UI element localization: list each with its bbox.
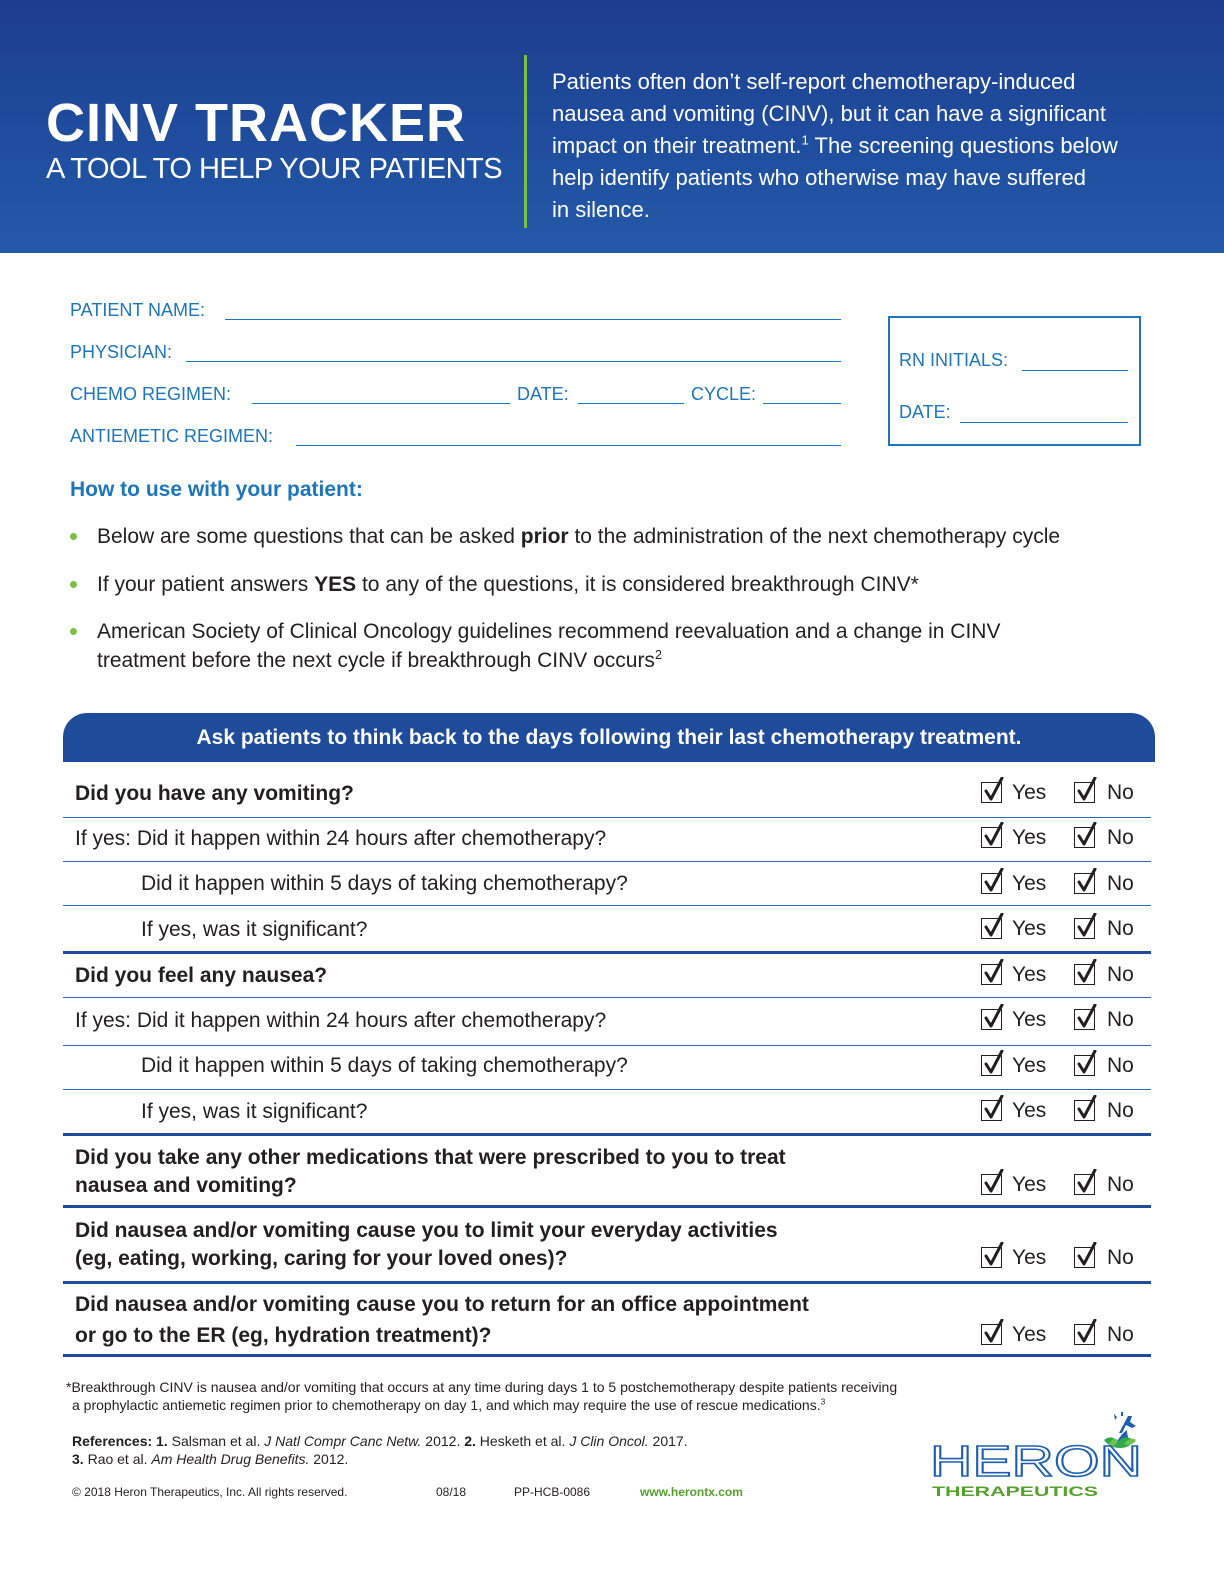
question-limit-activities: Did nausea and/or vomiting cause you to limit your everyday activities (eg, eating, working, caring for your loved ones)? (75, 1219, 778, 1270)
other-medications-no-checkbox[interactable] (1074, 1174, 1095, 1195)
vomiting-significant-no-checkbox[interactable] (1074, 918, 1095, 939)
section-separator (63, 1205, 1151, 1208)
limit-activities-no-checkbox[interactable] (1074, 1247, 1095, 1268)
antiemetic-regimen-label: ANTIEMETIC REGIMEN: (70, 426, 274, 446)
nausea-no-label: No (1107, 963, 1134, 986)
nausea-significant-no-checkbox[interactable] (1074, 1100, 1095, 1121)
nausea-significant-yes-label: Yes (1012, 1099, 1047, 1122)
header-divider (524, 55, 527, 228)
vomiting-significant-yes-checkbox[interactable] (981, 918, 1002, 939)
logo-tagline: THERAPEUTICS (932, 1483, 1098, 1499)
rn-date-label: DATE: (899, 402, 951, 422)
office-er-visit-no-label: No (1107, 1323, 1134, 1346)
vomiting-24h-yes-checkbox[interactable] (981, 827, 1002, 848)
howto-heading: How to use with your patient: (70, 478, 363, 501)
patient-name-field[interactable] (225, 319, 841, 320)
office-er-visit-yes-checkbox[interactable] (981, 1324, 1002, 1345)
question-nausea-24h: If yes: Did it happen within 24 hours after chemotherapy? (75, 1009, 607, 1032)
rn-initials-field[interactable] (1022, 370, 1128, 371)
section-separator (63, 1281, 1151, 1284)
other-medications-no-label: No (1107, 1173, 1134, 1196)
cycle-field[interactable] (763, 403, 841, 404)
vomiting-yes-checkbox[interactable] (981, 782, 1002, 803)
question-nausea: Did you feel any nausea? (75, 964, 328, 987)
logo-wordmark: HERON (930, 1437, 1142, 1486)
row-separator (63, 905, 1151, 906)
date-field[interactable] (578, 403, 684, 404)
question-office-er-visit: Did nausea and/or vomiting cause you to return for an office appointment or go to the ER (eg, hydration treatment)? (75, 1293, 809, 1347)
references: References: 1. Salsman et al. J Natl Compr Canc Netw. 2012. 2. Hesketh et al. J Clin Oncol. 2017. 3. Rao et al. Am Health Drug Benefits. 2012. (72, 1433, 688, 1467)
date-label: DATE: (517, 384, 569, 404)
nausea-yes-label: Yes (1012, 963, 1047, 986)
nausea-significant-yes-checkbox[interactable] (981, 1100, 1002, 1121)
nausea-yes-checkbox[interactable] (981, 964, 1002, 985)
website-link[interactable]: www.herontx.com (640, 1485, 743, 1499)
page-subtitle: A TOOL TO HELP YOUR PATIENTS (46, 153, 503, 185)
section-separator (63, 1354, 1151, 1357)
heron-logo (928, 1410, 1148, 1500)
vomiting-5days-yes-label: Yes (1012, 872, 1047, 895)
row-separator (63, 1045, 1151, 1046)
heron-bird-icon (928, 1410, 1148, 1500)
breakthrough-footnote: *Breakthrough CINV is nausea and/or vomiting that occurs at any time during days 1 to 5 postchemotherapy despite patients receiving a prophylactic antiemetic regimen prior to chemotherapy on day 1, and which may require the use of rescue medications.$^3$ (66, 1379, 898, 1413)
nausea-significant-no-label: No (1107, 1099, 1134, 1122)
questions-header: Ask patients to think back to the days following their last chemotherapy treatment. (63, 713, 1155, 762)
antiemetic-regimen-field[interactable] (296, 445, 841, 446)
other-medications-yes-checkbox[interactable] (981, 1174, 1002, 1195)
date-code: 08/18 (436, 1485, 467, 1499)
question-vomiting-significant: If yes, was it significant? (141, 918, 368, 941)
vomiting-5days-yes-checkbox[interactable] (981, 873, 1002, 894)
vomiting-yes-label: Yes (1012, 781, 1047, 804)
cycle-label: CYCLE: (691, 384, 757, 404)
row-separator (63, 817, 1151, 818)
vomiting-24h-no-checkbox[interactable] (1074, 827, 1095, 848)
vomiting-24h-yes-label: Yes (1012, 826, 1047, 849)
rn-initials-label: RN INITIALS: (899, 350, 1009, 370)
nausea-24h-no-checkbox[interactable] (1074, 1009, 1095, 1030)
office-er-visit-yes-label: Yes (1012, 1323, 1047, 1346)
question-other-medications: Did you take any other medications that were prescribed to you to treat nausea and vomiting? (75, 1146, 786, 1197)
nausea-24h-no-label: No (1107, 1008, 1134, 1031)
limit-activities-yes-checkbox[interactable] (981, 1247, 1002, 1268)
rn-date-field[interactable] (960, 422, 1128, 423)
office-er-visit-no-checkbox[interactable] (1074, 1324, 1095, 1345)
nausea-24h-yes-checkbox[interactable] (981, 1009, 1002, 1030)
other-medications-yes-label: Yes (1012, 1173, 1047, 1196)
question-vomiting: Did you have any vomiting? (75, 782, 354, 805)
physician-label: PHYSICIAN: (70, 342, 173, 362)
rn-box (888, 316, 1141, 446)
nausea-5days-yes-label: Yes (1012, 1054, 1047, 1077)
vomiting-no-checkbox[interactable] (1074, 782, 1095, 803)
physician-field[interactable] (186, 361, 841, 362)
nausea-5days-yes-checkbox[interactable] (981, 1055, 1002, 1076)
vomiting-5days-no-checkbox[interactable] (1074, 873, 1095, 894)
row-separator (63, 861, 1151, 862)
row-separator (63, 1089, 1151, 1090)
nausea-24h-yes-label: Yes (1012, 1008, 1047, 1031)
row-separator (63, 997, 1151, 998)
limit-activities-yes-label: Yes (1012, 1246, 1047, 1269)
question-vomiting-24h: If yes: Did it happen within 24 hours after chemotherapy? (75, 827, 607, 850)
copyright: © 2018 Heron Therapeutics, Inc. All rights reserved. (72, 1485, 348, 1499)
section-separator (63, 1133, 1151, 1136)
vomiting-5days-no-label: No (1107, 872, 1134, 895)
vomiting-significant-yes-label: Yes (1012, 917, 1047, 940)
page-title: CINV TRACKER (46, 93, 467, 153)
vomiting-significant-no-label: No (1107, 917, 1134, 940)
question-vomiting-5days: Did it happen within 5 days of taking chemotherapy? (141, 872, 628, 895)
document-code: PP-HCB-0086 (514, 1485, 591, 1499)
nausea-no-checkbox[interactable] (1074, 964, 1095, 985)
vomiting-no-label: No (1107, 781, 1134, 804)
chemo-regimen-label: CHEMO REGIMEN: (70, 384, 232, 404)
nausea-5days-no-label: No (1107, 1054, 1134, 1077)
chemo-regimen-field[interactable] (252, 403, 510, 404)
bullet-dot (70, 533, 77, 540)
section-separator (63, 951, 1151, 954)
nausea-5days-no-checkbox[interactable] (1074, 1055, 1095, 1076)
bullet-dot (70, 581, 77, 588)
bullet-dot (70, 628, 77, 635)
question-nausea-5days: Did it happen within 5 days of taking chemotherapy? (141, 1054, 628, 1077)
vomiting-24h-no-label: No (1107, 826, 1134, 849)
limit-activities-no-label: No (1107, 1246, 1134, 1269)
patient-name-label: PATIENT NAME: (70, 300, 206, 320)
intro-text: Patients often don’t self-report chemotherapy-induced nausea and vomiting (CINV), but it can have a significant impact on their treatment.$^1$ The screening questions below help identify patients who otherwise may have suffered in silence. (552, 69, 1118, 222)
question-nausea-significant: If yes, was it significant? (141, 1100, 368, 1123)
